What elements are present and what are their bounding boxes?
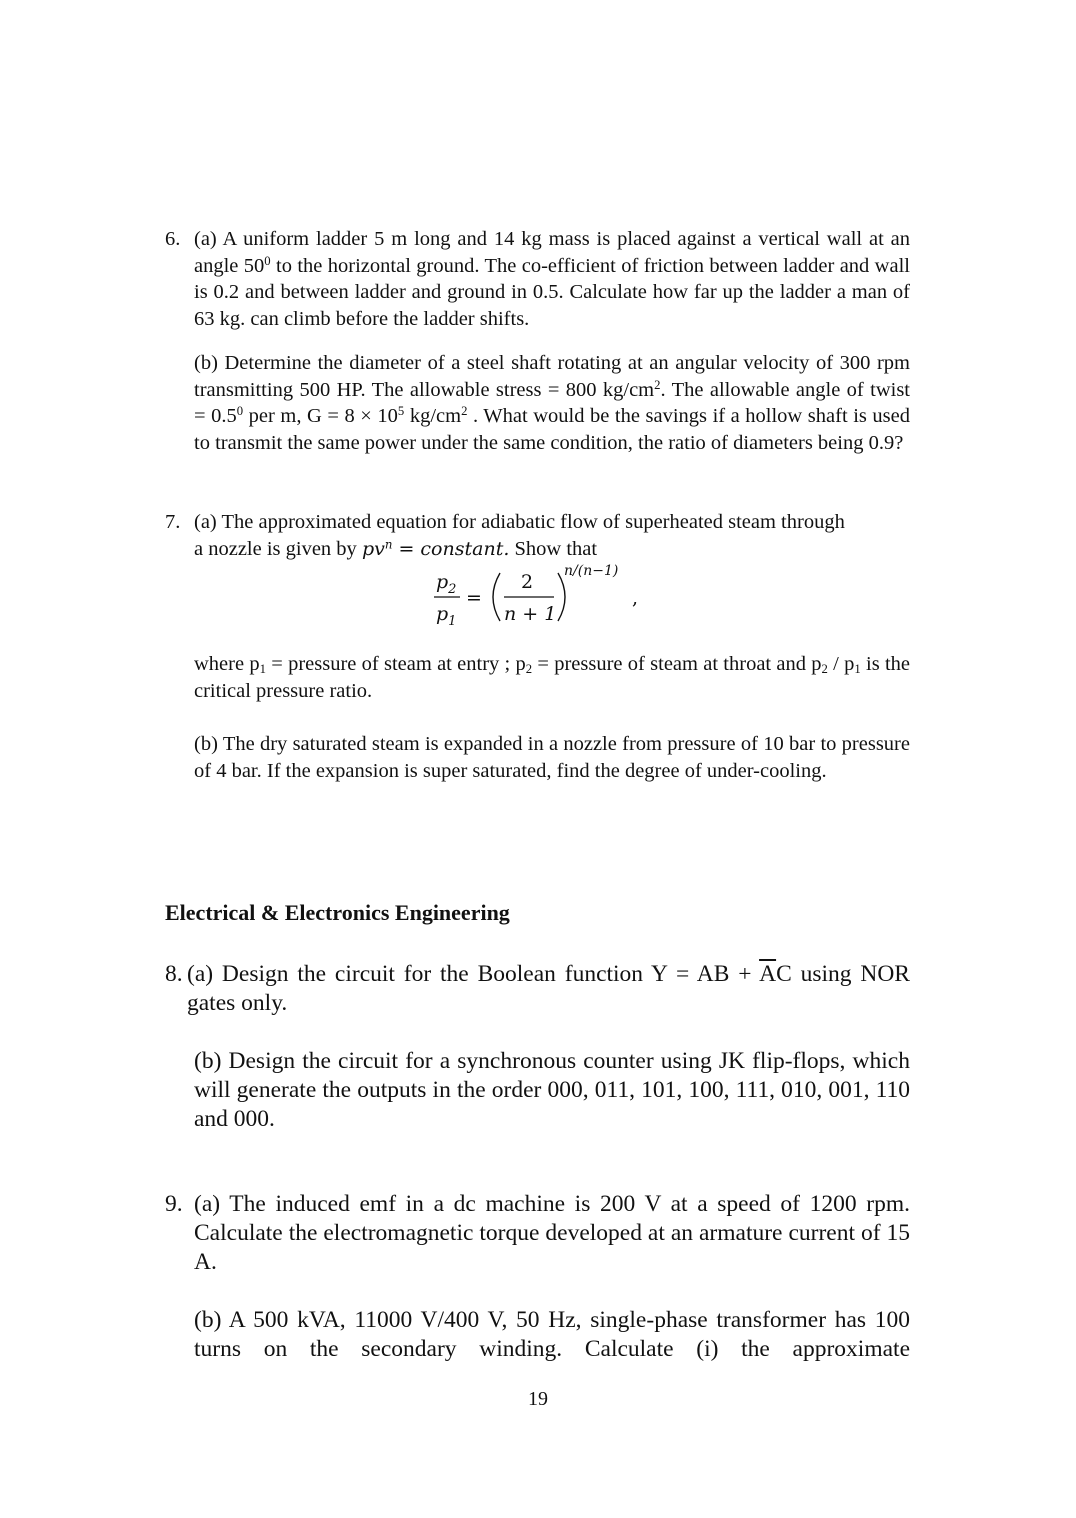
question-number: 6. <box>165 228 181 250</box>
question-7a-where: where $p_1$ = pressure of steam at entry ; $p_2$ = pressure of steam at throat and $p_2 / p_1$ is the critical pressure ratio. <box>194 653 910 702</box>
formula-exponent: n/(n−1) <box>564 563 619 579</box>
question-number: 9. <box>165 1191 183 1217</box>
formula-equals: = <box>466 587 482 609</box>
formula-trailing-comma: , <box>632 587 639 609</box>
question-8b: (b) Design the circuit for a synchronous counter using JK flip-flops, which will generate the outputs in the order 000, 011, 101, 100, 111, 010, 001, 110 and 000. <box>194 1048 910 1132</box>
formula-rhs-numerator: 2 <box>521 571 534 593</box>
boolean-function: Y = AB + $\overline{A}C$ <box>651 961 792 987</box>
question-6a: (a) A uniform ladder 5 m long and 14 kg mass is placed against a vertical wall at an angle $50^0$ to the horizontal ground. The co-efficient of friction between ladder and wall is 0.2 and between ladder and ground in 0.5. Calculate how far up the ladder a man of 63 kg. can climb before the ladder shifts. <box>194 228 910 330</box>
question-7b: (b) The dry saturated steam is expanded in a nozzle from pressure of 10 bar to pressure of 4 bar. If the expansion is super saturated, find the degree of under-cooling. <box>194 733 910 782</box>
question-9a: (a) The induced emf in a dc machine is 200 V at a speed of 1200 rpm. Calculate the electromagnetic torque developed at an armature current of 15 A. <box>194 1191 910 1275</box>
inline-equation: $pv^n$ = constant. <box>361 537 510 560</box>
question-9b: (b) A 500 kVA, 11000 V/400 V, 50 Hz, single-phase transformer has 100 turns on the secondary winding. Calculate (i) the approximate <box>194 1307 910 1362</box>
question-number: 7. <box>165 511 181 533</box>
question-6b: (b) Determine the diameter of a steel shaft rotating at an angular velocity of 300 rpm transmitting 500 HP. The allowable stress = 800 $kg/cm^2$. The allowable angle of twist = $0.5^0$ per m, $G = 8 \times 10^5$ $kg/cm^2$ . What would be the savings if a hollow shaft is used to transmit the same power under the same condition, the ratio of diameters being 0.9? <box>194 352 910 454</box>
page-number: 19 <box>528 1388 548 1410</box>
question-7a: (a) The approximated equation for adiabatic flow of superheated steam through a nozzle is given by $pv^n$ = constant. Show that <box>194 511 845 560</box>
formula-rhs-denominator: n + 1 <box>504 603 557 625</box>
formula-left-paren <box>493 573 500 621</box>
formula-lhs-denominator: $p_1$ <box>436 603 457 629</box>
critical-pressure-formula <box>430 560 650 632</box>
formula-right-paren <box>558 573 565 621</box>
formula-lhs-numerator: $p_2$ <box>436 571 457 597</box>
question-8a: (a) Design the circuit for the Boolean function Y = AB + $\overline{A}C$ using NOR gates only. <box>187 961 910 1016</box>
section-heading: Electrical & Electronics Engineering <box>165 900 510 925</box>
question-number: 8. <box>165 961 183 987</box>
